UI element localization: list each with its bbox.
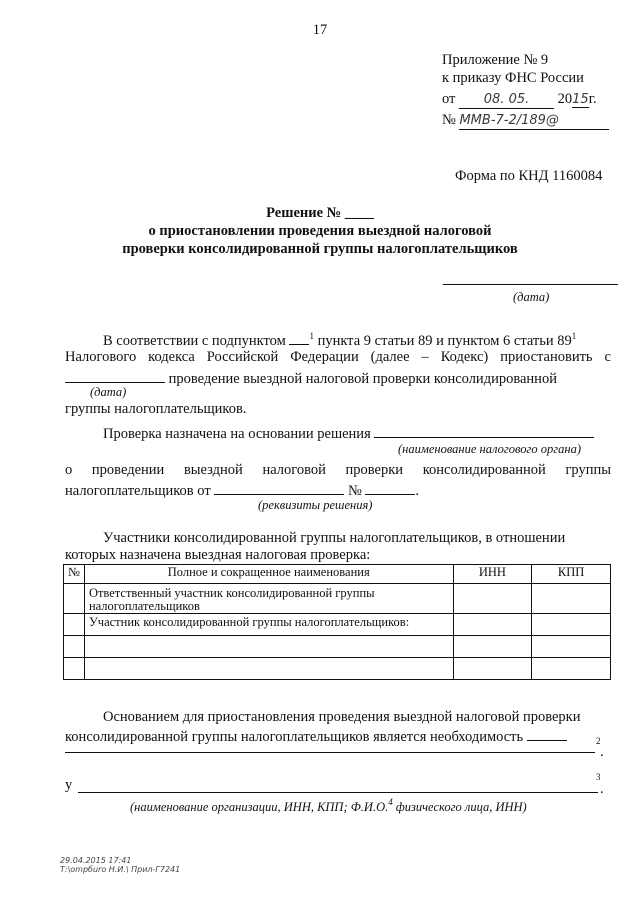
footnote-3: 3: [596, 772, 601, 782]
p1-text-c: проведение выездной налоговой проверки консолидированной: [168, 371, 557, 387]
table-row: [64, 614, 611, 636]
word: консолидированной: [422, 462, 546, 478]
word: Федерации: [290, 349, 359, 365]
word: кодекса: [148, 349, 195, 365]
footnote-1b: 1: [571, 331, 577, 341]
p2-text-a: Проверка назначена на основании решения: [103, 426, 371, 442]
paragraph1-line3: [65, 368, 557, 388]
print-stamp-line1: 29.04.2015 17:41: [60, 856, 132, 865]
cell: [64, 614, 85, 636]
date-handwritten: 08. 05.: [459, 92, 554, 109]
appendix-number: [442, 112, 609, 130]
paragraph2-line1: [103, 423, 594, 443]
decision-title: Решение № ____: [266, 205, 374, 221]
cell: [532, 614, 611, 636]
paragraph4-line1: Основанием для приостановления проведения выездной налоговой проверки: [103, 709, 581, 725]
caption-a: (наименование организации, ИНН, КПП; Ф.И.О.: [130, 800, 389, 814]
table-header-row: [64, 565, 611, 584]
appendix-line-1: Приложение № 9: [442, 52, 549, 68]
row1-name-a: Ответственный участник консолидированной группы: [88, 586, 375, 600]
word: проведении: [91, 462, 165, 478]
header-inn: ИНН: [453, 565, 532, 584]
word: о: [65, 462, 73, 478]
table-row: [64, 584, 611, 614]
header-kpp: КПП: [532, 565, 611, 584]
decision-date-blank: [214, 480, 344, 495]
number-handwritten: ММВ-7-2/189@: [459, 113, 609, 130]
participants-table: [63, 564, 611, 680]
word: группы: [565, 462, 611, 478]
word: с: [604, 349, 611, 365]
cell: [453, 658, 532, 680]
tax-authority-caption: (наименование налогового органа): [398, 442, 581, 456]
decision-details-caption: (реквизиты решения): [258, 498, 373, 512]
cell-responsible-participant: [84, 584, 453, 614]
footnote-4: 4: [388, 797, 393, 807]
paragraph2-line3: налогоплательщиков от № .: [65, 480, 419, 500]
cell: [453, 584, 532, 614]
paragraph2-line2: [65, 462, 611, 479]
tax-authority-blank: [374, 423, 594, 438]
appendix-line-2: к приказу ФНС России: [442, 70, 584, 86]
subpoint-blank: [289, 330, 309, 345]
date-line: [443, 284, 618, 285]
table-row: [64, 636, 611, 658]
p1-text-b: пункта 9 статьи 89 и пунктом 6 статьи 89: [317, 333, 572, 349]
decision-number-blank: [365, 480, 415, 495]
header-number: №: [64, 565, 85, 584]
p4-text-b: консолидированной группы налогоплательщиков является необходимость: [65, 729, 524, 745]
p1-date-caption: (дата): [90, 385, 127, 399]
p2-number-sign: №: [347, 483, 362, 499]
necessity-blank-a: [527, 726, 567, 741]
header-name: Полное и сокращенное наименования: [84, 565, 453, 584]
org-caption: [130, 797, 527, 815]
necessity-line: [65, 752, 595, 753]
date-blank: [65, 368, 165, 383]
period: .: [600, 781, 604, 797]
table-row: [64, 658, 611, 680]
row1-name-b: налогоплательщиков: [88, 599, 200, 613]
org-line: [78, 792, 598, 793]
paragraph3-line2: которых назначена выездная налоговая проверка:: [65, 547, 371, 563]
cell: [84, 658, 453, 680]
cell: [64, 636, 85, 658]
word: Кодекс): [440, 349, 489, 365]
cell: [532, 636, 611, 658]
p1-text-a: В соответствии с подпунктом: [103, 333, 286, 349]
word: Налогового: [65, 349, 137, 365]
number-prefix: №: [442, 112, 456, 128]
caption-b: физического лица, ИНН): [395, 800, 527, 814]
word: проверки: [345, 462, 404, 478]
period: .: [600, 744, 604, 760]
page-number: 17: [312, 22, 328, 38]
year-suffix: г.: [588, 91, 597, 107]
word: приостановить: [500, 349, 593, 365]
print-stamp-line2: Т:\ompбuro Н.И.\ Прил-Г7241: [60, 865, 181, 874]
word: –: [421, 349, 429, 365]
cell: [64, 584, 85, 614]
cell: [532, 658, 611, 680]
word: выездной: [183, 462, 243, 478]
cell-participant: Участник консолидированной группы налогоплательщиков:: [84, 614, 453, 636]
p2-text-b: налогоплательщиков от: [65, 483, 211, 499]
paragraph1-line4: группы налогоплательщиков.: [65, 401, 247, 417]
decision-subtitle-1: о приостановлении проведения выездной налоговой: [148, 223, 492, 239]
cell: [84, 636, 453, 658]
paragraph1-line1: [103, 330, 576, 350]
year-handwritten: 15: [572, 92, 589, 107]
word: Российской: [206, 349, 279, 365]
date-prefix: от: [442, 91, 456, 107]
word: (далее: [370, 349, 410, 365]
footnote-2: 2: [596, 736, 601, 746]
paragraph4-u-line: [65, 777, 72, 794]
footnote-1: 1: [309, 331, 314, 341]
paragraph3-line1: Участники консолидированной группы налогоплательщиков, в отношении: [103, 530, 566, 546]
cell: [532, 584, 611, 614]
cell: [453, 614, 532, 636]
form-code: Форма по КНД 1160084: [455, 168, 603, 184]
word: налоговой: [262, 462, 326, 478]
paragraph4-line2: [65, 726, 567, 746]
date-caption: (дата): [513, 290, 550, 304]
cell: [453, 636, 532, 658]
paragraph1-line2: [65, 349, 611, 366]
year-prefix: 20: [557, 91, 573, 107]
decision-subtitle-2: проверки консолидированной группы налогоплательщиков: [122, 241, 518, 257]
u-letter: у: [65, 777, 73, 793]
appendix-date: [442, 91, 597, 109]
cell: [64, 658, 85, 680]
